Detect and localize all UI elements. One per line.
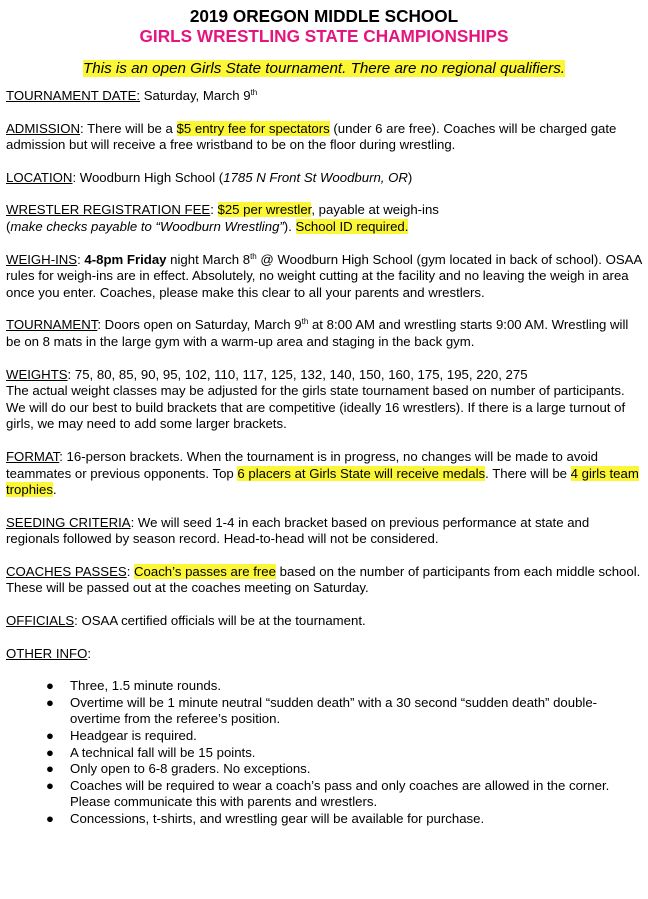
registration-text-1: : [210,202,218,218]
tournament-label: TOURNAMENT [6,317,98,333]
bullet-icon: ● [46,744,54,760]
other-info-list [6,678,642,827]
list-item-text: Three, 1.5 minute rounds. [70,678,222,694]
location-text-2: ) [407,169,413,185]
bullet-icon: ● [46,728,54,744]
section-coaches-passes [6,564,642,597]
list-item-text: A technical fall will be 15 points. [70,744,256,760]
list-item [46,694,642,728]
registration-text-2: , payable at weigh-ins [311,202,439,218]
admission-fee-highlight: $5 entry fee for spectators [176,120,330,136]
location-label: LOCATION [6,169,73,185]
registration-label: WRESTLER REGISTRATION FEE [6,202,211,218]
registration-text-4: ). [283,218,296,234]
section-other-info [6,646,642,828]
bullet-icon: ● [46,678,54,694]
tournament-date-text: Saturday, March 9 [140,88,251,103]
registration-fee-highlight: $25 per wrestler [217,202,312,218]
tournament-text-1: : Doors open on Saturday, March 9 [97,317,302,333]
banner-highlight: This is an open Girls State tournament. There are no regional qualifiers. [82,60,566,77]
bullet-icon: ● [46,811,54,826]
section-weights [6,367,642,433]
officials-label: OFFICIALS [6,613,75,629]
seeding-label: SEEDING CRITERIA [6,514,131,530]
weights-label: WEIGHTS [6,366,68,382]
list-item-text: Overtime will be 1 minute neutral “sudden death” with a 30 second “sudden death” double-overtime from the referee’s position. [70,694,598,727]
bullet-icon: ● [46,694,54,710]
other-info-label: OTHER INFO [6,645,88,661]
section-officials [6,613,642,630]
section-location [6,170,642,187]
bullet-icon: ● [46,777,54,793]
tournament-date-sup: th [250,88,258,97]
registration-text-3: ( [6,218,11,234]
format-medals-highlight: 6 placers at Girls State will receive medals [237,465,486,481]
title-line-1: 2019 OREGON MIDDLE SCHOOL [189,6,459,26]
weigh-ins-text-2: night March 8 [166,251,251,267]
tournament-date-label: TOURNAMENT DATE: [6,88,141,103]
list-item [46,728,642,745]
weigh-ins-time: 4-8pm Friday [84,251,167,267]
tournament-text-2: at 8:00 AM and wrestling starts 9:00 AM. Wrestling will be on 8 mats in the large gym with a warm-up area and staging in the back gym. [6,317,629,349]
admission-text-1: : There will be a [80,120,177,136]
list-item-text: Concessions, t-shirts, and wrestling gear will be available for purchase. [70,811,485,826]
list-item [46,744,642,762]
bullet-icon: ● [46,761,54,777]
weights-list: : 75, 80, 85, 90, 95, 102, 110, 117, 125, 132, 140, 150, 160, 175, 195, 220, 275 [67,366,528,382]
format-trophies-highlight: 4 girls team trophies [6,465,639,498]
list-item-text: Coaches will be required to wear a coach’s pass and only coaches are allowed in the corner. Please communicate this with parents and wrestlers. [70,777,610,810]
format-label: FORMAT [6,448,60,464]
list-item [46,761,642,778]
open-tournament-banner [6,60,642,78]
weights-note: The actual weight classes may be adjusted for the girls state tournament based on number of participants. We will do our best to build brackets that are competitive (ideally 16 wrestlers). If there is a large turnout of girls, we may need to add some larger brackets. [6,383,626,432]
format-text-1: : 16-person brackets. When the tournament is in progress, no changes will be made to avoid teammates or previous opponents. Top [6,448,599,481]
other-info-colon: : [87,645,91,661]
format-text-2: . There will be [485,465,571,481]
list-item [46,678,642,695]
list-item-text: Headgear is required. [70,728,197,744]
coaches-passes-label: COACHES PASSES [6,563,127,579]
section-format [6,449,642,499]
registration-id-highlight: School ID required. [295,218,409,234]
admission-text-2: (under 6 are free). Coaches will be charged gate admission but will receive a free wristband to be on the floor during wrestling. [6,120,617,153]
list-item [46,777,642,811]
format-text-3: . [52,482,57,498]
admission-label: ADMISSION [6,120,81,136]
seeding-text: : We will seed 1-4 in each bracket based on previous performance at state and regionals followed by season record. Head-to-head will not be considered. [6,514,590,547]
weigh-ins-sup: th [250,251,257,261]
section-tournament [6,317,642,350]
section-registration [6,202,642,235]
weigh-ins-text-3: @ Woodburn High School (gym located in back of school). OSAA rules for weigh-ins are in effect. Absolutely, no weight cutting at the facility and no leaving the weigh in area once you enter. Coaches, please make this clear to all your parents and wrestlers. [6,251,642,300]
coaches-passes-highlight: Coach’s passes are free [134,563,276,579]
list-item [46,811,642,828]
section-tournament-date [6,88,642,105]
section-weigh-ins [6,252,642,302]
tournament-sup: th [301,317,309,327]
officials-text: : OSAA certified officials will be at the tournament. [74,613,366,629]
weigh-ins-text-1: : [77,251,85,267]
registration-checks-note: make checks payable to “Woodburn Wrestling” [10,218,284,234]
section-admission [6,121,642,154]
coaches-passes-text-2: based on the number of participants from each middle school. These will be passed out at the coaches meeting on Saturday. [6,563,641,596]
coaches-passes-text-1: : [126,563,135,579]
location-text-1: : Woodburn High School ( [72,169,224,185]
weigh-ins-label: WEIGH-INS [6,251,78,267]
list-item-text: Only open to 6-8 graders. No exceptions. [70,761,311,777]
section-seeding [6,515,642,548]
title-line-2: GIRLS WRESTLING STATE CHAMPIONSHIPS [139,26,509,46]
location-address: 1785 N Front St Woodburn, OR [223,169,408,185]
